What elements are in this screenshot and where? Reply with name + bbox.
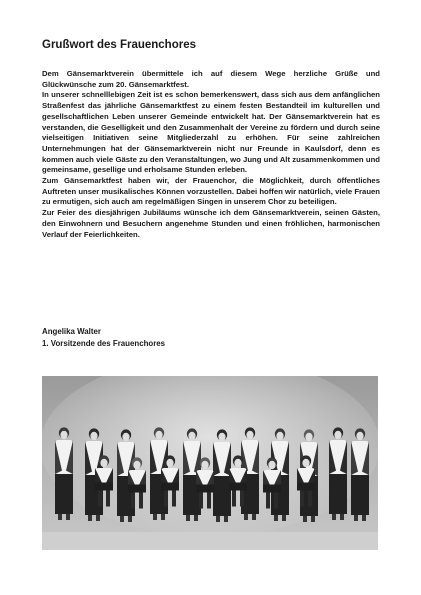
member-face	[133, 461, 140, 469]
member-leg	[128, 516, 132, 522]
member-leg	[244, 514, 248, 520]
member-skirt	[329, 474, 347, 514]
member-leg	[274, 493, 278, 509]
member-leg	[96, 515, 100, 521]
choir-member	[55, 427, 73, 520]
member-leg	[164, 491, 168, 507]
member-face	[218, 433, 225, 441]
choir-member	[213, 429, 231, 522]
member-leg	[354, 515, 358, 521]
member-leg	[308, 491, 312, 507]
member-face	[302, 459, 309, 467]
member-leg	[232, 491, 236, 507]
choir-member	[351, 428, 369, 521]
paragraph: Zum Gänsemarktfest haben wir, der Frauenchor, die Möglichkeit, durch öffentliches Auftreten unser musikalisches Können vorzustellen. Dabei hoffen wir natürlich, viele Frauen zu ermutigen, sich auch am regelmäßigen Singen in unserem Chor zu beteiligen.	[42, 176, 380, 207]
member-leg	[106, 491, 110, 507]
member-leg	[240, 491, 244, 507]
member-skirt	[351, 475, 369, 515]
member-face	[201, 461, 208, 469]
member-face	[122, 433, 129, 441]
paragraph: In unserer schnelllebigen Zeit ist es schon bemerkenswert, dass sich aus dem anfänglichen Straßenfest das jährliche Gänsemarktfest zu einem festen Bestandteil im kulturellen und gesellschaftlichen Leben unserer Gemeinde entwickelt hat. Der Gänsemarktverein hat es verstanden, die Geselligkeit und den Zusammenhalt der Vereine zu fördern und durch seine vielseitigen Initiativen seine Mitgliederzahl zu erhöhen. Für seine zahlreichen Unternehmungen hat der Gänsemarktverein nicht nur Freunde in Kaulsdorf, denn es kommen auch viele Gäste zu den Veranstaltungen, wo Jung und Alt zusammenkommen und gemeinsame, gesellige und erholsame Stunden erleben.	[42, 90, 380, 175]
paragraph: Zur Feier des diesjährigen Jubiläums wünsche ich dem Gänsemarktverein, seinen Gästen, den Einwohnern und Besuchern angenehme Stunden und einen fröhlichen, harmonischen Verlauf der Feierlichkeiten.	[42, 208, 380, 239]
member-leg	[332, 514, 336, 520]
member-face	[166, 459, 173, 467]
member-leg	[252, 514, 256, 520]
paragraph: Dem Gänsemarktverein übermittele ich auf diesem Wege herzliche Grüße und Glückwünsche zum 20. Gänsemarktfest.	[42, 69, 380, 89]
member-face	[276, 432, 283, 440]
signature-name: Angelika Walter	[42, 327, 101, 336]
member-leg	[186, 515, 190, 521]
member-leg	[88, 515, 92, 521]
page-title: Grußwort des Frauenchores	[42, 39, 197, 51]
member-leg	[153, 514, 157, 520]
member-leg	[300, 491, 304, 507]
member-leg	[199, 493, 203, 509]
member-leg	[120, 516, 124, 522]
member-skirt	[213, 476, 231, 516]
photo-floor	[42, 532, 378, 550]
member-face	[90, 432, 97, 440]
choir-member	[329, 427, 347, 520]
member-leg	[311, 516, 315, 522]
choir-photo-illustration	[42, 376, 378, 550]
member-leg	[66, 514, 70, 520]
member-skirt	[196, 485, 214, 493]
member-face	[305, 433, 312, 441]
member-face	[234, 459, 241, 467]
member-leg	[216, 516, 220, 522]
member-face	[60, 431, 67, 439]
member-leg	[274, 515, 278, 521]
choir-group-photo	[42, 376, 378, 550]
member-leg	[139, 493, 143, 509]
member-leg	[303, 516, 307, 522]
member-leg	[224, 516, 228, 522]
signature-role: 1. Vorsitzende des Frauenchores	[42, 338, 166, 348]
member-skirt	[263, 485, 281, 493]
member-skirt	[297, 483, 315, 491]
member-face	[268, 461, 275, 469]
member-leg	[340, 514, 344, 520]
member-face	[188, 432, 195, 440]
member-face	[246, 431, 253, 439]
member-skirt	[161, 483, 179, 491]
member-leg	[362, 515, 366, 521]
member-face	[334, 431, 341, 439]
member-leg	[194, 515, 198, 521]
member-leg	[98, 491, 102, 507]
member-face	[100, 459, 107, 467]
member-skirt	[229, 483, 247, 491]
member-leg	[131, 493, 135, 509]
member-face	[356, 432, 363, 440]
member-skirt	[128, 485, 146, 493]
member-leg	[58, 514, 62, 520]
member-leg	[266, 493, 270, 509]
member-leg	[282, 515, 286, 521]
greeting-text	[42, 69, 380, 240]
signature-block	[42, 326, 165, 349]
member-skirt	[95, 483, 113, 491]
member-leg	[161, 514, 165, 520]
member-leg	[207, 493, 211, 509]
member-leg	[172, 491, 176, 507]
member-skirt	[55, 474, 73, 514]
member-face	[155, 431, 162, 439]
